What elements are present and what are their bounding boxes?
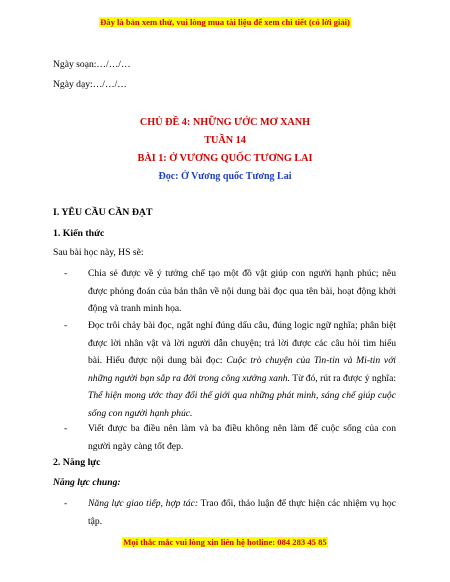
reading-title: Đọc: Ở Vương quốc Tương Lai bbox=[158, 171, 292, 182]
subheading-knowledge: 1. Kiến thức bbox=[53, 228, 105, 239]
italic-run: Thể hiện mong ước thay đổi thế giới qua những phát minh, sáng chế giúp cuộc sống con người hạnh phúc. bbox=[88, 390, 396, 419]
italic-run: Năng lực giao tiếp, hợp tác: bbox=[88, 498, 199, 509]
preview-banner bbox=[0, 17, 450, 27]
preview-banner-text: Đây là bản xem thử, vui lòng mua tài liệu để xem chi tiết (có lời giải) bbox=[100, 17, 350, 27]
list-item-text bbox=[88, 495, 396, 530]
lesson-title: BÀI 1: Ở VƯƠNG QUỐC TƯƠNG LAI bbox=[137, 153, 313, 164]
text-run: Từ đó, rút ra được ý nghĩa: bbox=[289, 372, 396, 384]
list-item-text: Viết được ba điều nên làm và ba điều không nên làm để cuộc sống của con người ngày càng tốt đẹp. bbox=[88, 423, 396, 452]
section-heading-requirements: I. YÊU CẦU CẦN ĐẠT bbox=[53, 207, 153, 218]
bullet-dash: - bbox=[64, 268, 68, 279]
bullet-dash: - bbox=[64, 320, 68, 331]
list-item bbox=[66, 495, 396, 530]
general-competence-label: Năng lực chung: bbox=[53, 477, 121, 488]
date-teach: Ngày dạy:…/…/… bbox=[53, 79, 127, 90]
hotline-banner bbox=[0, 537, 450, 547]
intro-text: Sau bài học này, HS sẽ: bbox=[53, 247, 144, 258]
list-item bbox=[66, 317, 396, 422]
topic-title: CHỦ ĐỀ 4: NHỮNG ƯỚC MƠ XANH bbox=[139, 117, 311, 128]
italic-run: Cuộc trò chuyện của Tin-tin và Mi-tin với những người bạn sắp ra đời trong công xưởng xanh. bbox=[88, 355, 396, 384]
list-item-text: Chia sẻ được về ý tưởng chế tạo một đồ vật giúp con người hạnh phúc; nêu được phỏng đoán của bản thân về nội dung bài đọc qua tên bài, hoạt động khởi động và tranh minh họa. bbox=[88, 268, 396, 314]
subheading-competence: 2. Năng lực bbox=[53, 457, 101, 468]
hotline-banner-text: Mọi thắc mắc vui lòng xin liên hệ hotline: 084 283 45 85 bbox=[123, 537, 327, 547]
bullet-dash: - bbox=[64, 423, 68, 434]
text-run: Đọc trôi chảy bài đọc, ngắt nghỉ đúng dấu câu, đúng logic ngữ nghĩa; phân biệt được lời nhân vật và lời người dẫn chuyện; trả lời được các câu hỏi tìm hiểu bài. Hiểu được nội dung bài đọc: bbox=[88, 320, 396, 366]
date-prepare: Ngày soạn:…/…/… bbox=[53, 59, 131, 70]
bullet-dash: - bbox=[64, 498, 68, 509]
text-run: Trao đổi, thảo luận để thực hiện các nhiệm vụ học tập. bbox=[88, 498, 396, 527]
list-item bbox=[66, 265, 396, 318]
week-title: TUẦN 14 bbox=[204, 135, 246, 146]
list-item-text bbox=[88, 317, 396, 422]
list-item bbox=[66, 420, 396, 455]
